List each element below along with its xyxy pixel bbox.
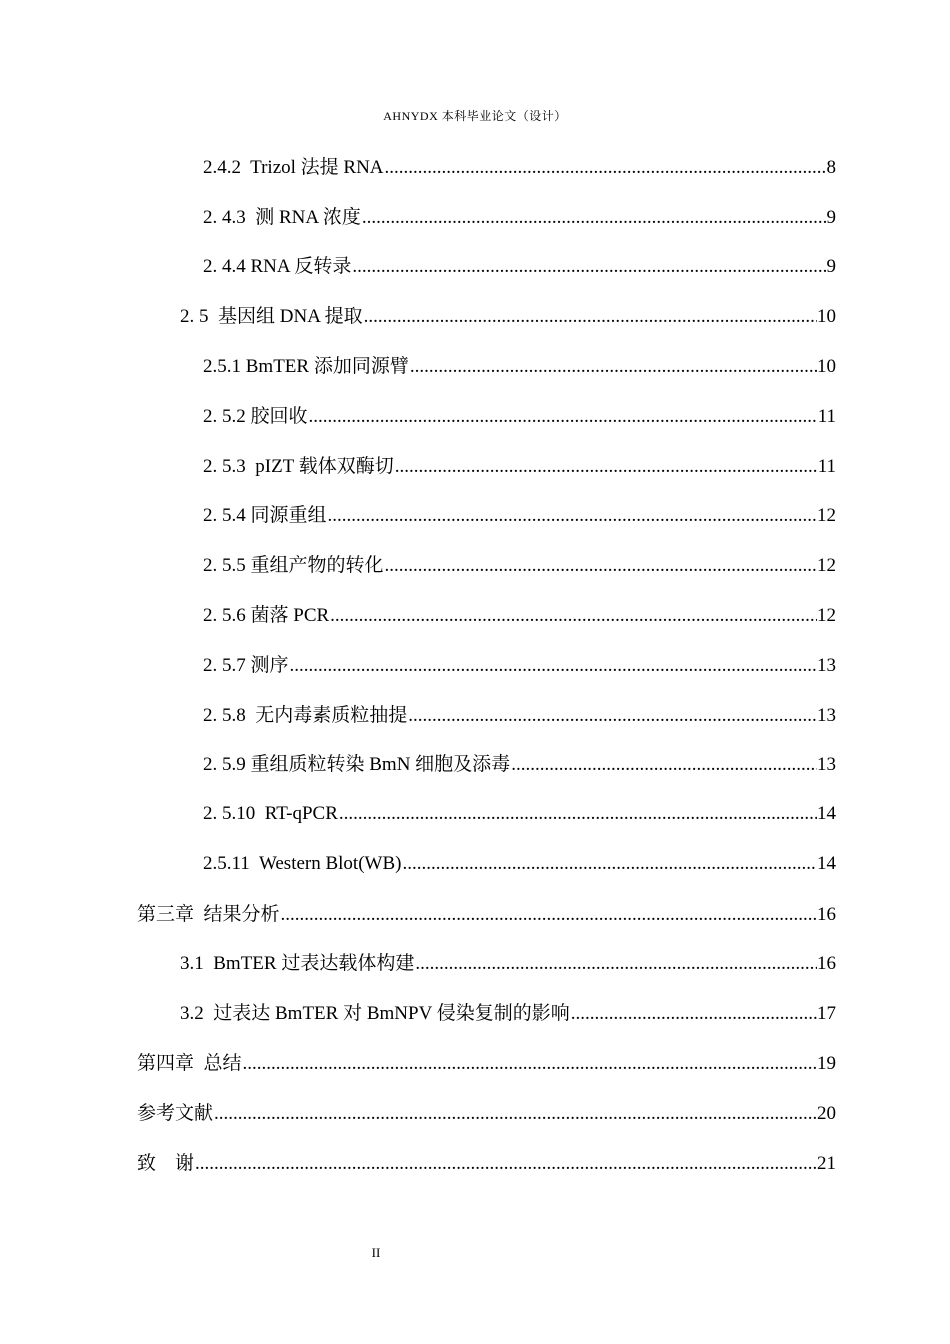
toc-entry-page: 16	[817, 953, 836, 974]
toc-entry-label: 2. 5.10 RT-qPCR	[203, 803, 338, 824]
toc-entry-page: 17	[817, 1003, 836, 1024]
toc-entry-page: 10	[817, 306, 836, 327]
toc-entry-label: 第三章 结果分析	[137, 904, 280, 925]
toc-entry-label: 2. 4.3 测 RNA 浓度	[203, 207, 361, 228]
toc-leader-dots	[385, 156, 827, 180]
toc-leader-dots	[395, 455, 818, 479]
toc-leader-dots	[410, 355, 817, 379]
toc-entry-page: 13	[817, 705, 836, 726]
toc-entry[interactable]	[137, 1102, 836, 1126]
toc-entry[interactable]	[203, 753, 836, 777]
toc-leader-dots	[195, 1152, 817, 1176]
toc-entry-label: 3.2 过表达 BmTER 对 BmNPV 侵染复制的影响	[180, 1003, 570, 1024]
toc-leader-dots	[362, 206, 827, 230]
toc-entry-label: 2.5.11 Western Blot(WB)	[203, 853, 402, 874]
toc-entry[interactable]	[137, 1152, 836, 1176]
toc-leader-dots	[309, 405, 818, 429]
toc-leader-dots	[328, 504, 817, 528]
toc-leader-dots	[339, 802, 817, 826]
toc-entry[interactable]	[180, 952, 836, 976]
toc-entry-label: 2. 5.6 菌落 PCR	[203, 605, 330, 626]
toc-entry-label: 2.5.1 BmTER 添加同源臂	[203, 356, 409, 377]
toc-leader-dots	[290, 654, 817, 678]
toc-entry-label: 2. 5.2 胶回收	[203, 406, 308, 427]
toc-entry-label: 2. 5.8 无内毒素质粒抽提	[203, 705, 408, 726]
toc-entry[interactable]	[203, 156, 836, 180]
toc-entry-page: 12	[817, 505, 836, 526]
toc-entry[interactable]	[180, 1002, 836, 1026]
toc-entry-page: 13	[817, 655, 836, 676]
toc-leader-dots	[402, 852, 817, 876]
toc-leader-dots	[364, 305, 817, 329]
toc-entry-label: 2.4.2 Trizol 法提 RNA	[203, 157, 384, 178]
toc-entry[interactable]	[203, 604, 836, 628]
toc-entry-page: 13	[817, 754, 836, 775]
toc-entry-page: 9	[826, 207, 836, 228]
toc-entry[interactable]	[203, 852, 836, 876]
toc-entry[interactable]	[203, 504, 836, 528]
toc-leader-dots	[408, 704, 817, 728]
toc-leader-dots	[214, 1102, 817, 1126]
toc-entry[interactable]	[203, 255, 836, 279]
toc-entry-page: 12	[817, 605, 836, 626]
toc-leader-dots	[571, 1002, 817, 1026]
toc-entry[interactable]	[137, 1052, 836, 1076]
toc-entry[interactable]	[203, 355, 836, 379]
toc-entry-page: 11	[817, 406, 836, 427]
toc-entry-page: 21	[817, 1153, 836, 1174]
toc-entry-page: 10	[817, 356, 836, 377]
toc-entry[interactable]	[203, 654, 836, 678]
toc-entry-label: 参考文献	[137, 1103, 214, 1124]
toc-entry-label: 2. 5.5 重组产物的转化	[203, 555, 384, 576]
toc-entry-page: 11	[817, 456, 836, 477]
toc-leader-dots	[385, 554, 817, 578]
toc-entry[interactable]	[203, 802, 836, 826]
toc-leader-dots	[330, 604, 817, 628]
toc-leader-dots	[281, 903, 817, 927]
toc-entry-label: 2. 4.4 RNA 反转录	[203, 256, 352, 277]
running-header: AHNYDX 本科毕业论文（设计）	[383, 109, 567, 123]
toc-leader-dots	[415, 952, 817, 976]
toc-entry-page: 14	[817, 803, 836, 824]
toc-entry-page: 9	[826, 256, 836, 277]
toc-entry[interactable]	[203, 554, 836, 578]
toc-entry-label: 3.1 BmTER 过表达载体构建	[180, 953, 415, 974]
toc-entry-label: 2. 5 基因组 DNA 提取	[180, 306, 363, 327]
toc-entry-label: 致 谢	[137, 1153, 195, 1174]
toc-leader-dots	[243, 1052, 817, 1076]
toc-entry-page: 19	[817, 1053, 836, 1074]
toc-entry-page: 8	[826, 157, 836, 178]
toc-entry-page: 20	[817, 1103, 836, 1124]
toc-entry[interactable]	[203, 455, 836, 479]
toc-entry-label: 2. 5.7 测序	[203, 655, 289, 676]
toc-entry-page: 14	[817, 853, 836, 874]
toc-entry[interactable]	[203, 704, 836, 728]
toc-entry-label: 2. 5.9 重组质粒转染 BmN 细胞及添毒	[203, 754, 511, 775]
toc-leader-dots	[352, 255, 826, 279]
toc-entry[interactable]	[203, 405, 836, 429]
page-number: II	[371, 1245, 381, 1260]
toc-entry-label: 第四章 总结	[137, 1053, 242, 1074]
toc-entry-page: 12	[817, 555, 836, 576]
toc-entry-label: 2. 5.3 pIZT 载体双酶切	[203, 456, 394, 477]
toc-entry[interactable]	[137, 903, 836, 927]
toc-entry[interactable]	[203, 206, 836, 230]
toc-entry[interactable]	[180, 305, 836, 329]
toc-entry-label: 2. 5.4 同源重组	[203, 505, 327, 526]
toc-leader-dots	[511, 753, 817, 777]
toc-entry-page: 16	[817, 904, 836, 925]
